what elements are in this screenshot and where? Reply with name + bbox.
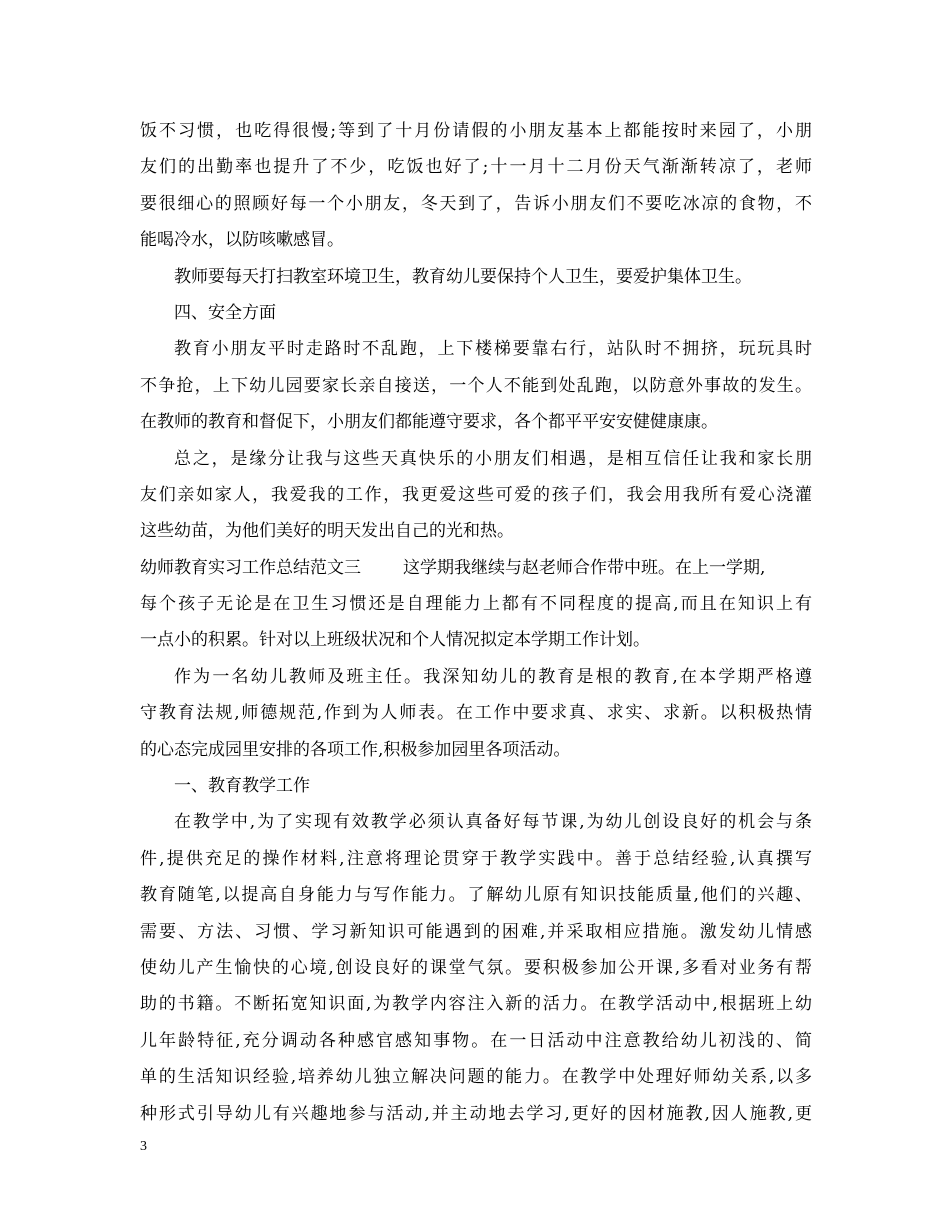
text-line: 不争抢，上下幼儿园要家长亲自接送，一个人不能到处乱跑，以防意外事故的发生。 [140, 375, 812, 396]
text-line: 种形式引导幼儿有兴趣地参与活动,并主动地去学习,更好的因材施教,因人施教,更 [140, 1103, 812, 1124]
paragraph-line: 总之，是缘分让我与这些天真快乐的小朋友们相遇，是相互信任让我和家长朋 [174, 448, 812, 469]
paragraph-line: 作为一名幼儿教师及班主任。我深知幼儿的教育是根的教育,在本学期严格遵 [174, 666, 812, 687]
text-line: 每个孩子无论是在卫生习惯还是自理能力上都有不同程度的提高,而且在知识上有 [140, 594, 812, 615]
text-line: 能喝冷水，以防咳嗽感冒。 [140, 230, 344, 251]
page-number: 3 [140, 1139, 147, 1154]
text-line: 助的书籍。不断拓宽知识面,为教学内容注入新的活力。在教学活动中,根据班上幼 [140, 994, 812, 1015]
text-line: 单的生活知识经验,培养幼儿独立解决问题的能力。在教学中处理好师幼关系,以多 [140, 1067, 812, 1088]
paragraph-line: 教育小朋友平时走路时不乱跑，上下楼梯要靠右行，站队时不拥挤，玩玩具时 [174, 339, 812, 360]
section-intro: 这学期我继续与赵老师合作带中班。在上一学期, [403, 557, 766, 578]
text-line: 守教育法规,师德规范,作到为人师表。在工作中要求真、求实、求新。以积极热情 [140, 703, 812, 724]
text-line: 件,提供充足的操作材料,注意将理论贯穿于教学实践中。善于总结经验,认真撰写 [140, 848, 812, 869]
text-line: 这些幼苗，为他们美好的明天发出自己的光和热。 [140, 521, 514, 542]
text-line: 使幼儿产生愉快的心境,创设良好的课堂气氛。要积极参加公开课,多看对业务有帮 [140, 957, 812, 978]
section-title: 幼师教育实习工作总结范文三 [140, 557, 361, 578]
text-line: 儿年龄特征,充分调动各种感官感知事物。在一日活动中注意教给幼儿初浅的、简 [140, 1030, 812, 1051]
paragraph-line: 教师要每天打扫教室环境卫生，教育幼儿要保持个人卫生，要爱护集体卫生。 [174, 266, 752, 287]
document-body [140, 113, 812, 1132]
text-line: 一点小的积累。针对以上班级状况和个人情况拟定本学期工作计划。 [140, 630, 650, 651]
section-title-line [140, 550, 812, 586]
paragraph-line: 在教学中,为了实现有效教学必须认真备好每节课,为幼儿创设良好的机会与条 [174, 812, 812, 833]
text-line: 要很细心的照顾好每一个小朋友，冬天到了，告诉小朋友们不要吃冰凉的食物，不 [140, 193, 812, 214]
section-heading: 四、安全方面 [174, 302, 276, 323]
text-line: 需要、方法、习惯、学习新知识可能遇到的困难,并采取相应措施。激发幼儿情感 [140, 921, 812, 942]
text-line: 饭不习惯，也吃得很慢;等到了十月份请假的小朋友基本上都能按时来园了，小朋 [140, 121, 812, 141]
text-line: 的心态完成园里安排的各项工作,积极参加园里各项活动。 [140, 739, 571, 760]
section-heading: 一、教育教学工作 [174, 776, 310, 797]
text-line: 友们的出勤率也提升了不少，吃饭也好了;十一月十二月份天气渐渐转凉了，老师 [140, 157, 812, 178]
text-line: 教育随笔,以提高自身能力与写作能力。了解幼儿原有知识技能质量,他们的兴趣、 [140, 885, 812, 906]
text-line: 在教师的教育和督促下，小朋友们都能遵守要求，各个都平平安安健健康康。 [140, 412, 718, 433]
text-line: 友们亲如家人，我爱我的工作，我更爱这些可爱的孩子们，我会用我所有爱心浇灌 [140, 484, 812, 505]
